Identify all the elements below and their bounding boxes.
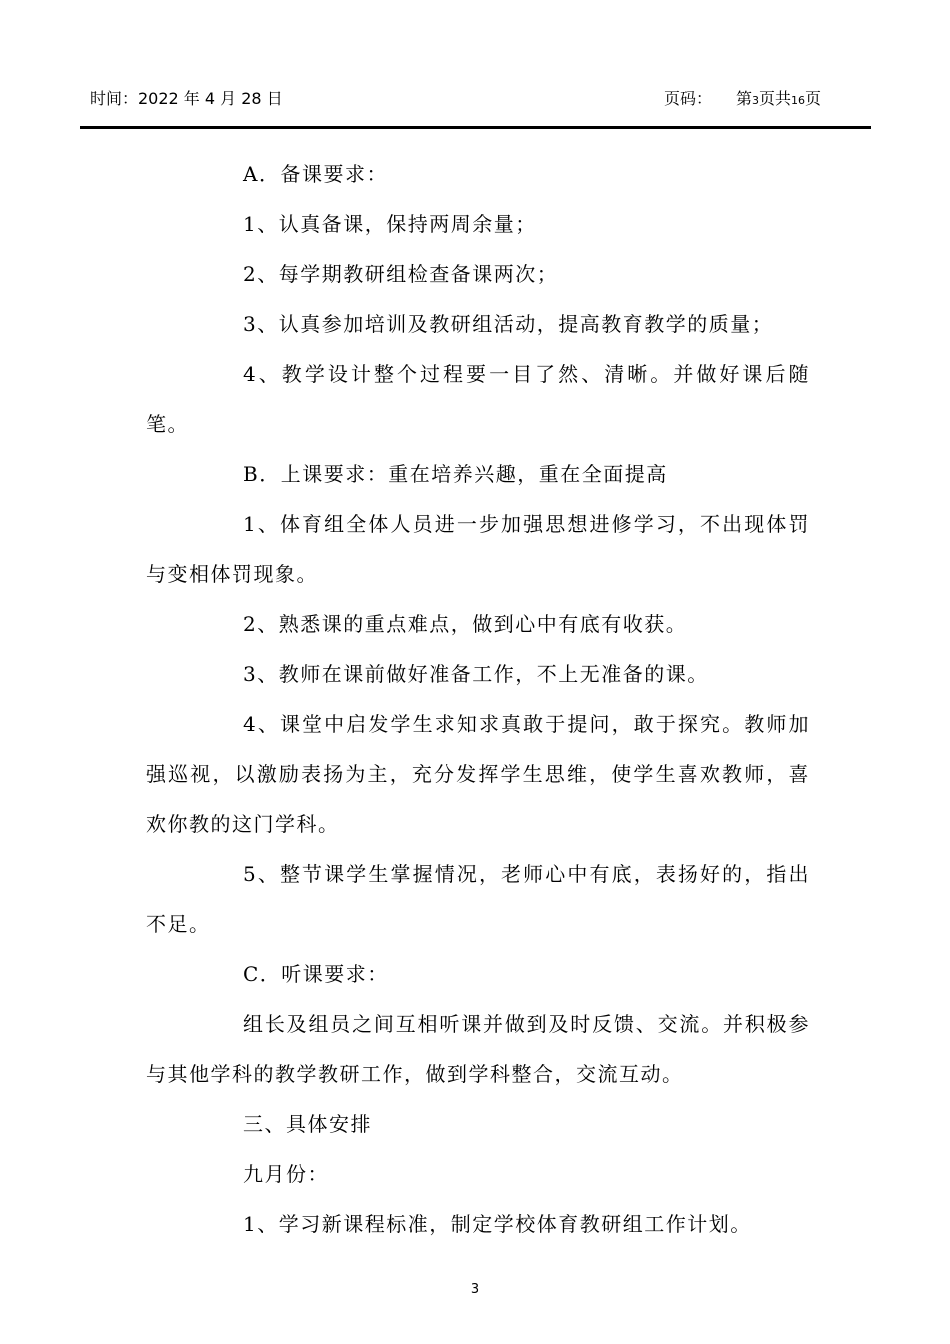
paragraph: 3、认真参加培训及教研组活动，提高教育教学的质量； xyxy=(243,312,774,336)
section-c-heading: C．听课要求： xyxy=(243,962,389,986)
section-b-heading: B．上课要求：重在培养兴趣，重在全面提高 xyxy=(243,462,668,486)
paragraph: 1、学习新课程标准，制定学校体育教研组工作计划。 xyxy=(243,1212,752,1236)
header-page-current: 3 xyxy=(752,94,760,107)
paragraph: 5、整节课学生掌握情况，老师心中有底，表扬好的，指出不足。 xyxy=(146,862,810,936)
paragraph: 1、体育组全体人员进一步加强思想进修学习，不出现体罚与变相体罚现象。 xyxy=(146,512,810,586)
document-body xyxy=(146,149,810,1249)
footer-page-number: 3 xyxy=(470,1282,480,1297)
header-divider xyxy=(80,126,871,129)
paragraph: 1、认真备课，保持两周余量； xyxy=(243,212,537,236)
header-page-total: 16 xyxy=(791,94,806,107)
paragraph: 4、教学设计整个过程要一目了然、清晰。并做好课后随笔。 xyxy=(146,362,810,436)
header-page-info xyxy=(664,88,821,112)
paragraph: 组长及组员之间互相听课并做到及时反馈、交流。并积极参与其他学科的教学教研工作，做到学科整合，交流互动。 xyxy=(146,1012,810,1086)
header-page-suffix: 页 xyxy=(805,89,822,108)
header-page-prefix: 第 xyxy=(736,89,753,108)
month-heading: 九月份： xyxy=(243,1162,329,1186)
section-3-heading: 三、具体安排 xyxy=(243,1112,372,1136)
header-page-mid: 页共 xyxy=(759,89,792,108)
page-header xyxy=(0,0,950,130)
paragraph: 2、每学期教研组检查备课两次； xyxy=(243,262,559,286)
paragraph: 2、熟悉课的重点难点，做到心中有底有收获。 xyxy=(243,612,688,636)
section-a-heading: A．备课要求： xyxy=(243,162,388,186)
header-page-label: 页码： xyxy=(664,89,713,108)
header-date: 时间：2022 年 4 月 28 日 xyxy=(90,89,283,108)
paragraph: 4、课堂中启发学生求知求真敢于提问，敢于探究。教师加强巡视，以激励表扬为主，充分发挥学生思维，使学生喜欢教师，喜欢你教的这门学科。 xyxy=(146,712,810,836)
paragraph: 3、教师在课前做好准备工作，不上无准备的课。 xyxy=(243,662,709,686)
